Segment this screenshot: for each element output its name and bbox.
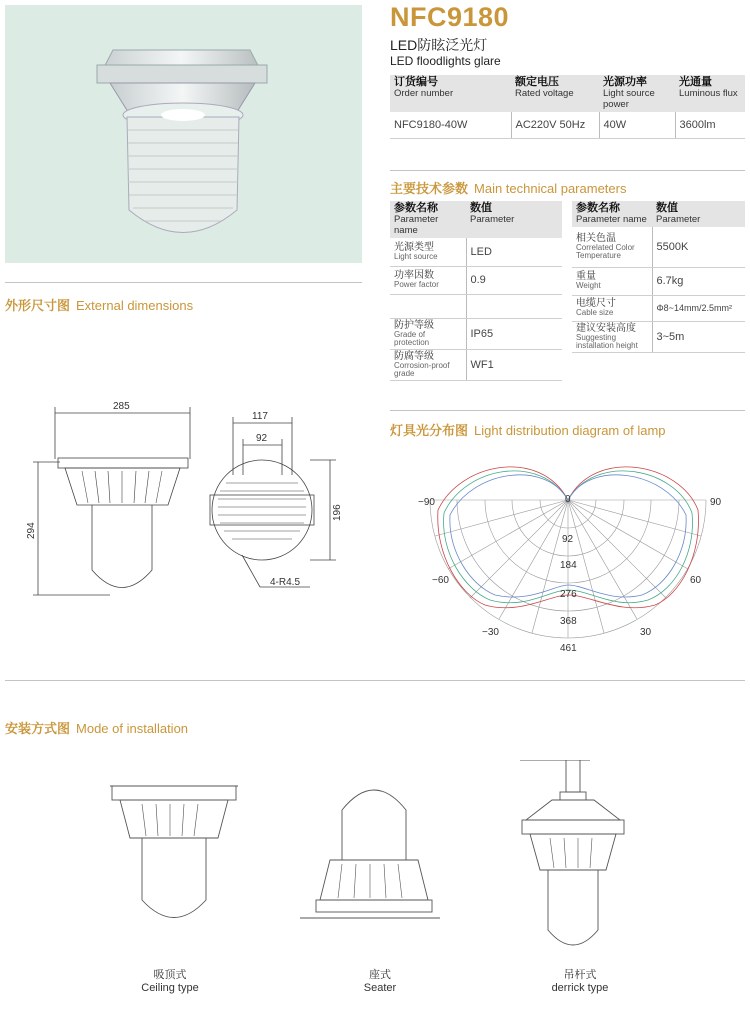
angle-minus-90: −90: [418, 497, 435, 508]
radius-368: 368: [560, 616, 577, 627]
product-name-en: LED floodlights glare: [390, 54, 501, 68]
angle-90: 90: [710, 497, 722, 508]
install-seater: 座式 Seater: [363, 969, 397, 994]
polar-diagram: [390, 455, 745, 655]
dim-side-height: 196: [332, 504, 343, 521]
install-ceiling: 吸顶式 Ceiling type: [141, 969, 199, 994]
dim-holes: 4-R4.5: [270, 577, 301, 588]
dimensions-section-title: 外形尺寸图 External dimensions: [5, 298, 194, 313]
tech-table-right: 参数名称 Parameter name 数值 Parameter 相关色温 Correlated Color Temperature 5500K 重量 Weight 6.7kg 电缆尺寸 Cable size Φ8~14mm/2.5mm² 建议安装高度 Suggesting installation height 3~5m: [572, 201, 745, 353]
install-section-title: 安装方式图 Mode of installation: [5, 721, 189, 736]
dim-width: 285: [113, 401, 130, 412]
dim-top-width: 117: [252, 411, 268, 422]
product-model: NFC9180: [390, 2, 510, 32]
dim-inner-width: 92: [256, 433, 268, 444]
angle-0: 0: [565, 494, 571, 505]
order-table: 订货编号 Order number 额定电压 Rated voltage 光源功率 Light source power 光通量 Luminous flux NFC9180-40W AC220V 50Hz 40W 3600lm: [390, 75, 745, 139]
install-derrick: 吊杆式 derrick type: [551, 969, 609, 994]
radius-92: 92: [562, 534, 574, 545]
tech-table-left: 参数名称 Parameter name 数值 Parameter 光源类型 Light source LED 功率因数 Power factor 0.9 防护等级 Grade of protection IP65 防腐等级 Corrosion-proof grade WF1: [390, 201, 562, 381]
tech-section-title: 主要技术参数 Main technical parameters: [390, 181, 627, 196]
order-row: NFC9180-40W AC220V 50Hz 40W 3600lm: [390, 112, 745, 138]
light-section-title: 灯具光分布图 Light distribution diagram of lamp: [390, 423, 666, 438]
radius-184: 184: [560, 560, 577, 571]
product-photo: [5, 5, 362, 263]
product-name-cn: LED防眩泛光灯: [390, 37, 488, 53]
angle-minus-60: −60: [432, 575, 449, 586]
angle-minus-30: −30: [482, 627, 499, 638]
radius-276: 276: [560, 589, 577, 600]
dim-height: 294: [26, 522, 37, 539]
radius-461: 461: [560, 643, 577, 654]
angle-60: 60: [690, 575, 702, 586]
dimension-drawing: [20, 395, 370, 605]
install-drawings: [90, 760, 650, 960]
angle-30: 30: [640, 627, 652, 638]
